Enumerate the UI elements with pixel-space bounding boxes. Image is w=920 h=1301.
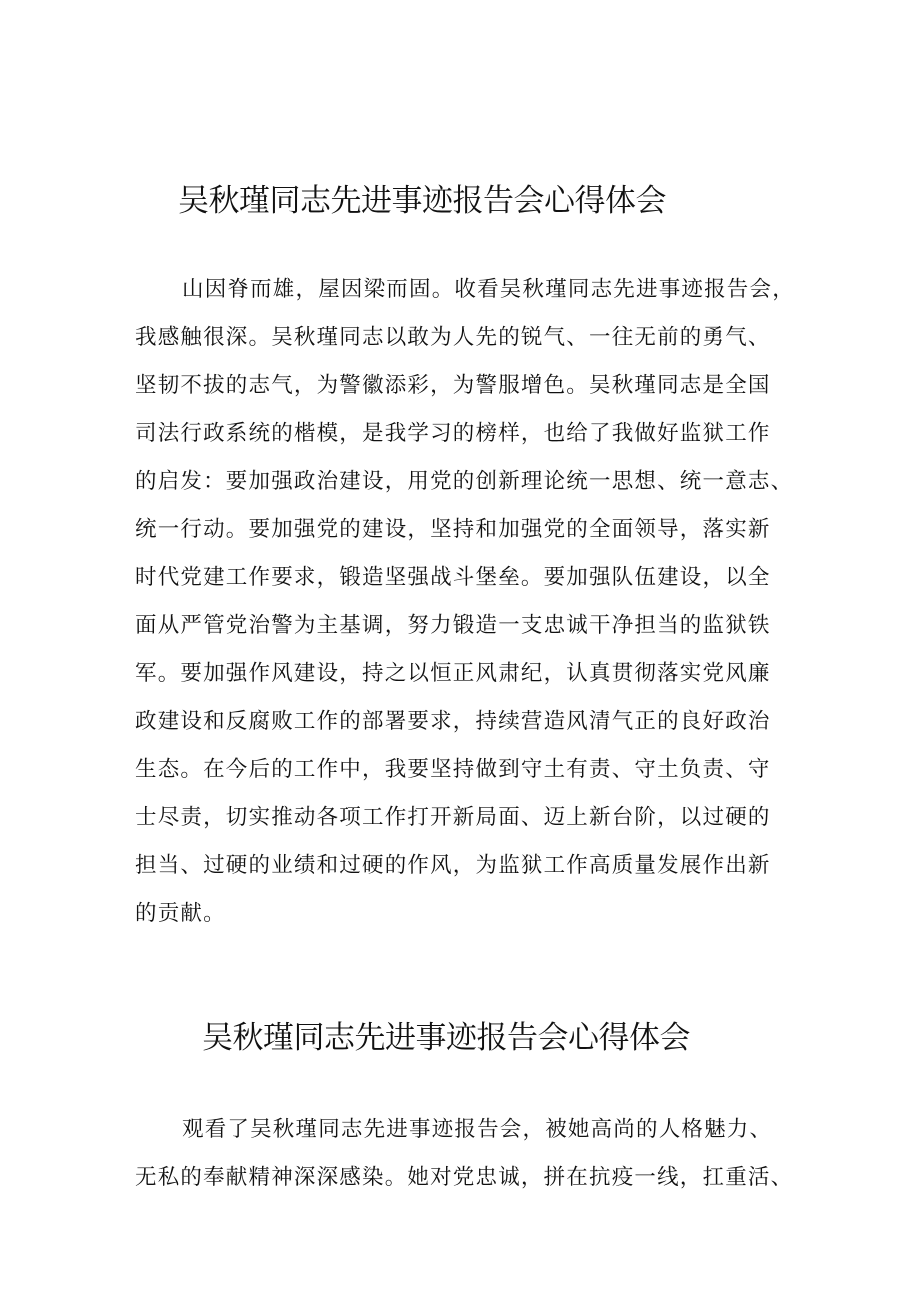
- text-line: 士尽责，切实推动各项工作打开新局面、迈上新台阶，以过硬的: [135, 805, 771, 830]
- text-line: 时代党建工作要求，锻造坚强战斗堡垒。要加强队伍建设，以全: [135, 565, 771, 590]
- text-line: 我感触很深。吴秋瑾同志以敢为人先的锐气、一往无前的勇气、: [135, 325, 771, 350]
- text-line: 政建设和反腐败工作的部署要求，持续营造风清气正的良好政治: [135, 709, 771, 734]
- article-2-body: [135, 1106, 805, 1202]
- article-1-title: 吴秋瑾同志先进事迹报告会心得体会: [178, 183, 666, 219]
- text-line: 生态。在今后的工作中，我要坚持做到守土有责、守土负责、守: [135, 757, 771, 782]
- text-line: 山因脊而雄，屋因梁而固。收看吴秋瑾同志先进事迹报告会，: [182, 277, 795, 302]
- text-line: 军。要加强作风建设，持之以恒正风肃纪，认真贯彻落实党风廉: [135, 661, 771, 686]
- text-line: 无私的奉献精神深深感染。她对党忠诚，拼在抗疫一线，扛重活、: [135, 1165, 794, 1190]
- text-line: 的启发：要加强政治建设，用党的创新理论统一思想、统一意志、: [135, 469, 794, 494]
- text-line: 的贡献。: [135, 901, 226, 926]
- text-line: 面从严管党治警为主基调，努力锻造一支忠诚干净担当的监狱铁: [135, 613, 771, 638]
- text-line: 担当、过硬的业绩和过硬的作风，为监狱工作高质量发展作出新: [135, 853, 771, 878]
- text-line: 统一行动。要加强党的建设，坚持和加强党的全面领导，落实新: [135, 517, 771, 542]
- text-line: 坚韧不拔的志气，为警徽添彩，为警服增色。吴秋瑾同志是全国: [135, 373, 771, 398]
- text-line: 司法行政系统的楷模，是我学习的榜样，也给了我做好监狱工作: [135, 421, 771, 446]
- article-2-title: 吴秋瑾同志先进事迹报告会心得体会: [202, 1020, 690, 1056]
- text-line: 观看了吴秋瑾同志先进事迹报告会，被她高尚的人格魅力、: [182, 1117, 773, 1142]
- article-1-body: [135, 266, 805, 938]
